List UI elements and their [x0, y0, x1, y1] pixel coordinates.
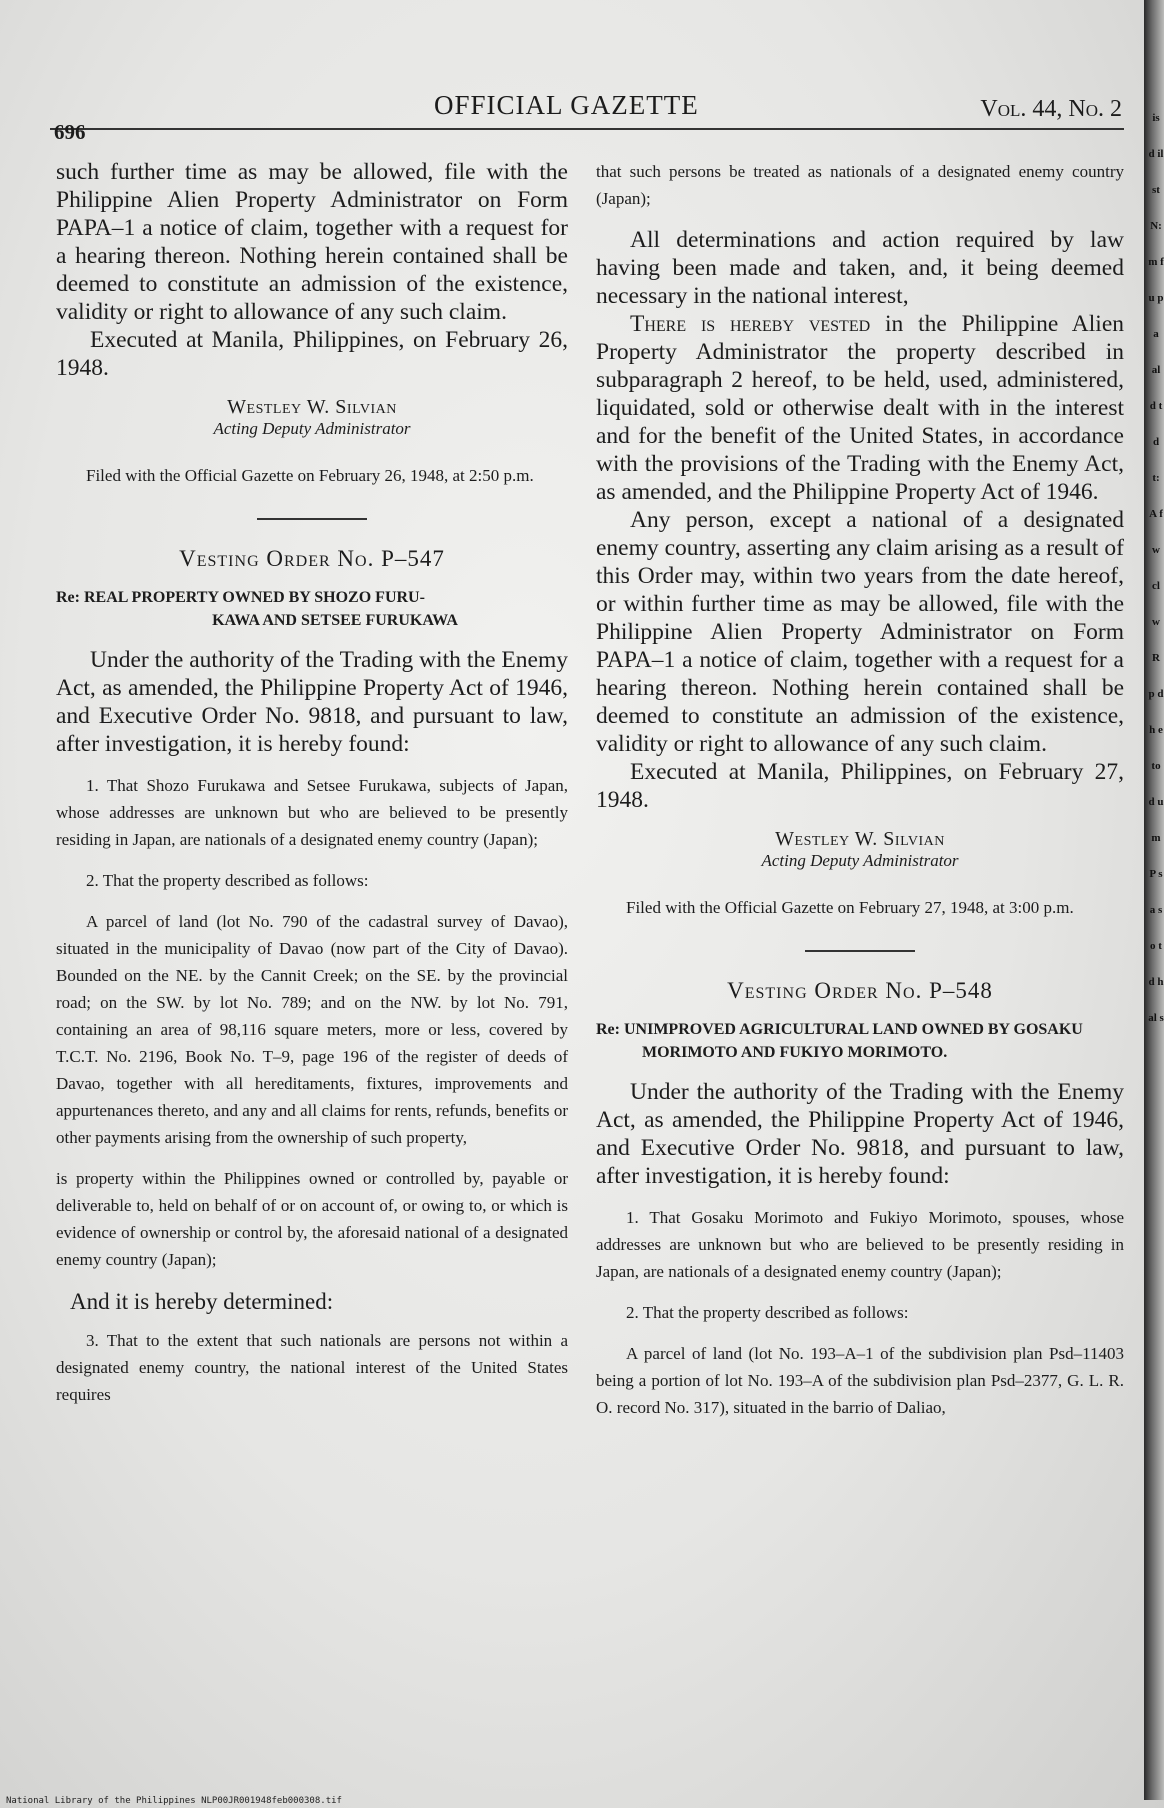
re-label: Re:: [56, 589, 80, 606]
order-title-p547: Vesting Order No. P–547: [179, 546, 445, 571]
left-property-within: is property within the Philippines owned or controlled by, payable or deliverable to, held on behalf of or on account of, or owing to, or which is evidence of ownership or control by, the aforesaid national of a designated enemy country (Japan);: [56, 1169, 568, 1269]
left-column: [56, 158, 568, 1408]
right-determinations: All determinations and action required by law having been made and taken, and, it being deemed necessary in the national interest,: [596, 227, 1124, 309]
right-signer-name: Westley W. Silvian: [775, 828, 945, 850]
left-signer-name: Westley W. Silvian: [227, 396, 397, 418]
left-executed: Executed at Manila, Philippines, on February 26, 1948.: [56, 327, 568, 381]
vesting-body: in the Philippine Alien Property Administrator the property described in subparagraph 2 hereof, to be held, used, administered, liquidated, sold or otherwise dealt with in the interest and for the benefit of the United States, in accordance with the provisions of the Trading with the Enemy Act, as amended, and the Philippine Property Act of 1946.: [596, 311, 1124, 505]
order-title-p548: Vesting Order No. P–548: [727, 978, 993, 1003]
right-filed-note: Filed with the Official Gazette on February 27, 1948, at 3:00 p.m.: [626, 898, 1074, 917]
vesting-lead: There is hereby vested: [630, 311, 871, 337]
scan-footer: National Library of the Philippines NLP00JR001948feb000308.tif: [6, 1796, 342, 1806]
volume-label: Vol. 44, No. 2: [980, 96, 1122, 122]
left-filed-note: Filed with the Official Gazette on February 26, 1948, at 2:50 p.m.: [86, 466, 534, 485]
publication-title: OFFICIAL GAZETTE: [434, 90, 699, 120]
left-parcel: A parcel of land (lot No. 790 of the cadastral survey of Davao), situated in the municipality of Davao (now part of the City of Davao). Bounded on the NE. by the Cannit Creek; on the SE. by the provincial road; on the SW. by lot No. 789; and on the NW. by lot No. 791, containing an area of 98,116 square meters, more or less, covered by T.C.T. No. 2196, Book No. T–9, page 196 of the register of deeds of Davao, together with all hereditaments, fixtures, improvements and appurtenances thereto, and any and all claims for rents, refunds, benefits or other payments arising from the ownership of such property,: [56, 912, 568, 1147]
right-parcel: A parcel of land (lot No. 193–A–1 of the subdivision plan Psd–11403 being a portion of lot No. 193–A of the subdivision plan Psd–2377, G. L. R. O. record No. 317), situated in the barrio of Daliao,: [596, 1344, 1124, 1417]
order-subject-p547: [56, 586, 568, 632]
right-continuation: that such persons be treated as nationals of a designated enemy country (Japan);: [596, 162, 1124, 208]
section-divider-right: [805, 950, 915, 952]
left-intro: Under the authority of the Trading with the Enemy Act, as amended, the Philippine Property Act of 1946, and Executive Order No. 9818, and pursuant to law, after investigation, it is hereby found:: [56, 647, 568, 757]
order-subject-p548: [596, 1018, 1124, 1064]
right-any-person: Any person, except a national of a designated enemy country, asserting any claim arising as a result of this Order may, within two years from the date hereof, or within further time as may be allowed, file with the Philippine Alien Property Administrator on Form PAPA–1 a notice of claim, together with a request for a hearing thereon. Nothing herein contained shall be deemed to constitute an admission of the existence, validity or right to allowance of any such claim.: [596, 507, 1124, 757]
right-signature: [596, 828, 1124, 871]
re-subject-line1: REAL PROPERTY OWNED BY SHOZO FURU-: [83, 589, 425, 606]
right-signer-title: Acting Deputy Administrator: [761, 851, 959, 870]
adjacent-page-fragments: is d il st N: m f u p a al d t d t: A f w cl w R p d h e to d u m P s a s o t d h al s: [1148, 112, 1164, 1024]
left-item-1: 1. That Shozo Furukawa and Setsee Furukawa, subjects of Japan, whose addresses are unknown but who are believed to be presently residing in Japan, are nationals of a designated enemy country (Japan);: [56, 776, 568, 849]
right-vesting: [596, 310, 1124, 506]
left-continuation: such further time as may be allowed, file with the Philippine Alien Property Administrator on Form PAPA–1 a notice of claim, together with a request for a hearing thereon. Nothing herein contained shall be deemed to constitute an admission of the existence, validity or right to allowance of any such claim.: [56, 159, 568, 325]
right-item-1: 1. That Gosaku Morimoto and Fukiyo Morimoto, spouses, whose addresses are unknown but who are believed to be presently residing in Japan, are nationals of a designated enemy country (Japan);: [596, 1208, 1124, 1281]
section-divider: [257, 518, 367, 520]
page-header: [50, 82, 1124, 144]
left-signer-title: Acting Deputy Administrator: [213, 419, 411, 438]
left-signature: [56, 396, 568, 439]
left-item-2: 2. That the property described as follows:: [86, 871, 369, 890]
right-column: [596, 158, 1124, 1421]
right-item-2: 2. That the property described as follows:: [626, 1303, 909, 1322]
re-label-right: Re:: [596, 1021, 620, 1038]
determined-heading: And it is hereby determined:: [70, 1289, 334, 1314]
page-number: 696: [54, 120, 86, 144]
left-item-3: 3. That to the extent that such nationals are persons not within a designated enemy country, the national interest of the United States requires: [56, 1331, 568, 1404]
re-subject-line2: KAWA AND SETSEE FURUKAWA: [212, 612, 458, 629]
right-executed: Executed at Manila, Philippines, on February 27, 1948.: [596, 759, 1124, 813]
right-intro: Under the authority of the Trading with the Enemy Act, as amended, the Philippine Property Act of 1946, and Executive Order No. 9818, and pursuant to law, after investigation, it is hereby found:: [596, 1079, 1124, 1189]
re-subject-right: UNIMPROVED AGRICULTURAL LAND OWNED BY GOSAKU MORIMOTO AND FUKIYO MORIMOTO.: [623, 1021, 1083, 1061]
